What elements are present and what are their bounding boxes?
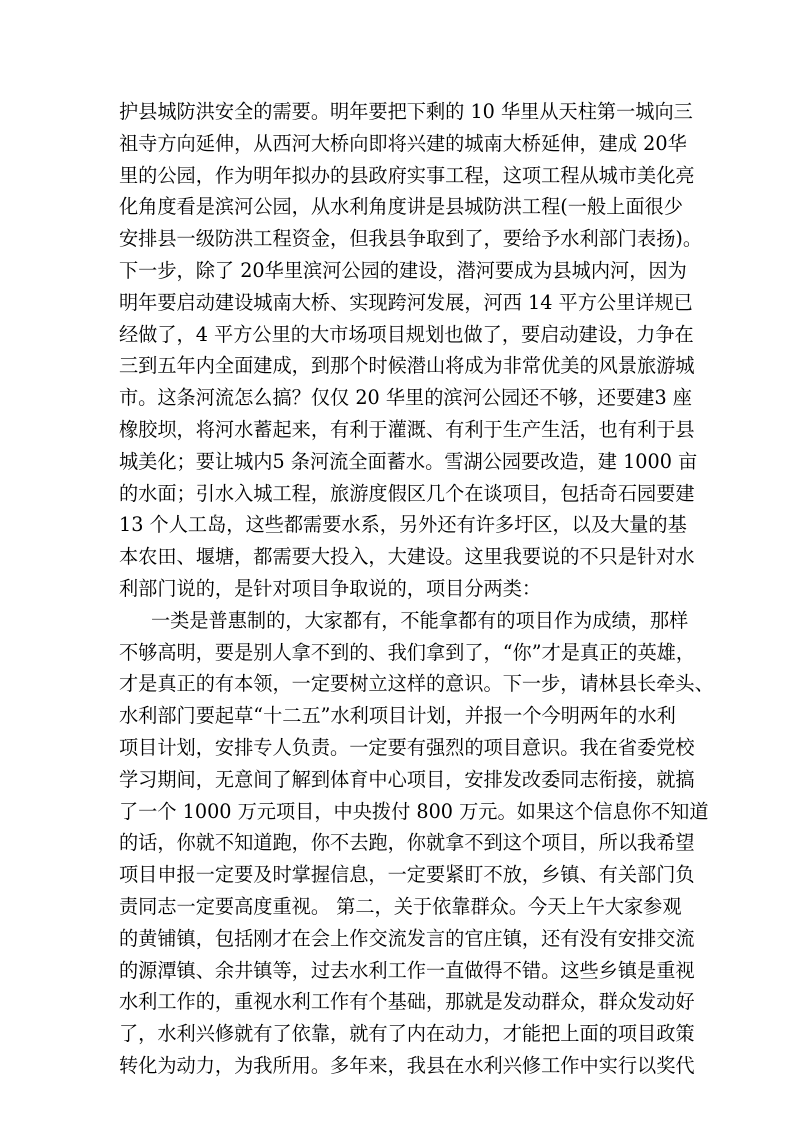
text-line: 一类是普惠制的，大家都有，不能拿都有的项目作为成绩，那样 xyxy=(151,608,689,632)
text-line: 不够高明，要是别人拿不到的、我们拿到了，“你”才是真正的英雄， xyxy=(119,640,696,664)
text-line: 才是真正的有本领，一定要树立这样的意识。下一步，请林县长牵头、 xyxy=(119,672,714,696)
text-line: 了，水利兴修就有了依靠，就有了内在动力，才能把上面的项目政策 xyxy=(119,1022,695,1046)
text-line: 学习期间，无意间了解到体育中心项目，安排发改委同志衔接，就搞 xyxy=(119,767,695,791)
text-line: 明年要启动建设城南大桥、实现跨河发展，河西 14 平方公里详规已 xyxy=(119,290,693,314)
text-line: 的源潭镇、余井镇等，过去水利工作一直做得不错。这些乡镇是重视 xyxy=(119,958,695,982)
text-line: 橡胶坝，将河水蓄起来，有利于灌溉、有利于生产生活，也有利于县 xyxy=(119,417,695,441)
text-line: 了一个 1000 万元项目，中央拨付 800 万元。如果这个信息你不知道 xyxy=(119,799,709,823)
text-line: 水利工作的，重视水利工作有个基础，那就是发动群众，群众发动好 xyxy=(119,990,695,1014)
text-line: 的黄铺镇，包括刚才在会上作交流发言的官庄镇，还有没有安排交流 xyxy=(119,926,695,950)
text-line: 转化为动力，为我所用。多年来，我县在水利兴修工作中实行以奖代 xyxy=(119,1053,695,1077)
text-line: 护县城防洪安全的需要。明年要把下剩的 10 华里从天柱第一城向三 xyxy=(119,100,693,123)
text-line: 化角度看是滨河公园，从水利角度讲是县城防洪工程(一般上面很少 xyxy=(119,195,683,219)
text-line: 下一步，除了 20华里滨河公园的建设，潜河要成为县城内河，因为 xyxy=(119,258,687,282)
text-line: 责同志一定要高度重视。 第二，关于依靠群众。今天上午大家参观 xyxy=(119,894,682,918)
text-line: 本农田、堰塘，都需要大投入，大建设。这里我要说的不只是针对水 xyxy=(119,545,695,569)
document-body xyxy=(119,96,714,1082)
text-line: 里的公园，作为明年拟办的县政府实事工程，这项工程从城市美化亮 xyxy=(119,163,695,187)
text-line: 市。这条河流怎么搞？仅仅 20 华里的滨河公园还不够，还要建3 座 xyxy=(119,386,692,410)
text-line: 三到五年内全面建成，到那个时候潜山将成为非常优美的风景旅游城 xyxy=(119,354,695,378)
text-line: 安排县一级防洪工程资金，但我县争取到了，要给予水利部门表扬)。 xyxy=(119,227,703,251)
text-line: 的水面；引水入城工程，旅游度假区几个在谈项目，包括奇石园要建 xyxy=(119,481,695,505)
text-line: 利部门说的，是针对项目争取说的，项目分两类： xyxy=(119,576,542,600)
text-line: 城美化；要让城内5 条河流全面蓄水。雪湖公园要改造，建 1000 亩 xyxy=(119,449,698,473)
text-line: 水利部门要起草“十二五”水利项目计划，并报一个今明两年的水利 xyxy=(119,704,676,728)
text-line: 项目计划，安排专人负责。一定要有强烈的项目意识。我在省委党校 xyxy=(119,735,695,759)
text-line: 的话，你就不知道跑，你不去跑，你就拿不到这个项目，所以我希望 xyxy=(119,831,695,855)
text-line: 祖寺方向延伸，从西河大桥向即将兴建的城南大桥延伸，建成 20华 xyxy=(119,131,687,155)
text-line: 经做了，4 平方公里的大市场项目规划也做了，要启动建设，力争在 xyxy=(119,322,694,346)
text-line: 13 个人工岛，这些都需要水系，另外还有许多圩区，以及大量的基 xyxy=(119,513,687,537)
text-line: 项目申报一定要及时掌握信息，一定要紧盯不放，乡镇、有关部门负 xyxy=(119,863,695,887)
